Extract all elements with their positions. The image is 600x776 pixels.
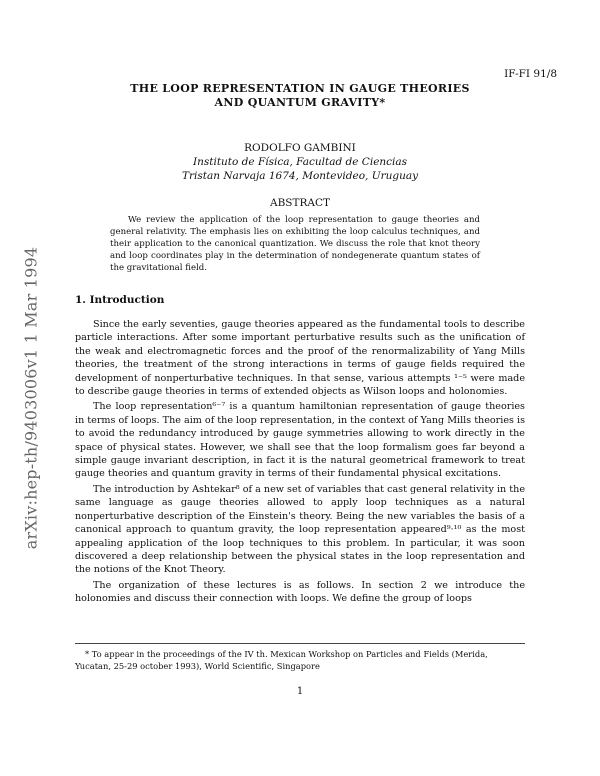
section-heading: 1. Introduction (75, 294, 165, 306)
abstract-heading: ABSTRACT (269, 197, 331, 209)
body-text (75, 318, 525, 608)
footnote: * To appear in the proceedings of the IV th. Mexican Workshop on Particles and Fields (Merida, Yucatan, 25-29 october 1993), World Scientific, Singapore (75, 649, 488, 671)
affiliation-line-2: Tristan Narvaja 1674, Montevideo, Uruguay (181, 170, 419, 182)
title-line-1: THE LOOP REPRESENTATION IN GAUGE THEORIES (130, 82, 470, 95)
author-name: RODOLFO GAMBINI (244, 142, 356, 154)
page-number: 1 (296, 686, 304, 697)
paragraph: The introduction by Ashtekar⁸ of a new set of variables that cast general relativity in the same language as gauge theories allowed to apply loop techniques as a natural nonperturbative description of the Einstein's theory. Being the new variables the basis of a canonical approach to quantum gravity, the loop representation appeared⁹·¹⁰ as the most appealing application of the loop techniques to this problem. In particular, it was soon discovered a deep relationship between the physical states in the loop representation and the notions of the Knot Theory. (75, 483, 525, 576)
paragraph: The loop representation⁶⁻⁷ is a quantum hamiltonian representation of gauge theories in terms of loops. The aim of the loop representation, in the context of Yang Mills theories is to avoid the redundancy introduced by gauge symmetries allowing to work directly in the space of physical states. However, we shall see that the loop formalism goes far beyond a simple gauge invariant description, in fact it is the natural geometrical framework to treat gauge theories and quantum gravity in terms of their fundamental physical excitations. (75, 401, 525, 480)
report-number: IF-FI 91/8 (504, 68, 557, 80)
paper-title (80, 82, 520, 110)
arxiv-stamp (20, 208, 42, 588)
footnote-rule (75, 643, 525, 644)
title-line-2: AND QUANTUM GRAVITY* (214, 96, 386, 109)
paragraph: The organization of these lectures is as follows. In section 2 we introduce the holonomies and discuss their connection with loops. We define the group of loops (75, 579, 525, 605)
affiliation-line-1: Instituto de Física, Facultad de Ciencias (192, 156, 408, 168)
abstract-text: We review the application of the loop representation to gauge theories and general relativity. The emphasis lies on exhibiting the loop calculus techniques, and their application to the canonical quantization. We discuss the role that knot theory and loop coordinates play in the determination of nondegenerate quantum states of the gravitational field. (110, 215, 480, 273)
arxiv-stamp-text: arXiv:hep-th/9403006v1 1 Mar 1994 (21, 246, 41, 550)
paragraph: Since the early seventies, gauge theories appeared as the fundamental tools to describe particle interactions. After some important perturbative results such as the unification of the weak and electromagnetic forces and the proof of the renormalizability of Yang Mills theories, the treatment of the strong interactions in terms of gauge fields required the development of nonperturbative techniques. In that sense, various attempts ¹⁻⁵ were made to describe gauge theories in terms of extended objects as Wilson loops and holonomies. (75, 319, 525, 398)
